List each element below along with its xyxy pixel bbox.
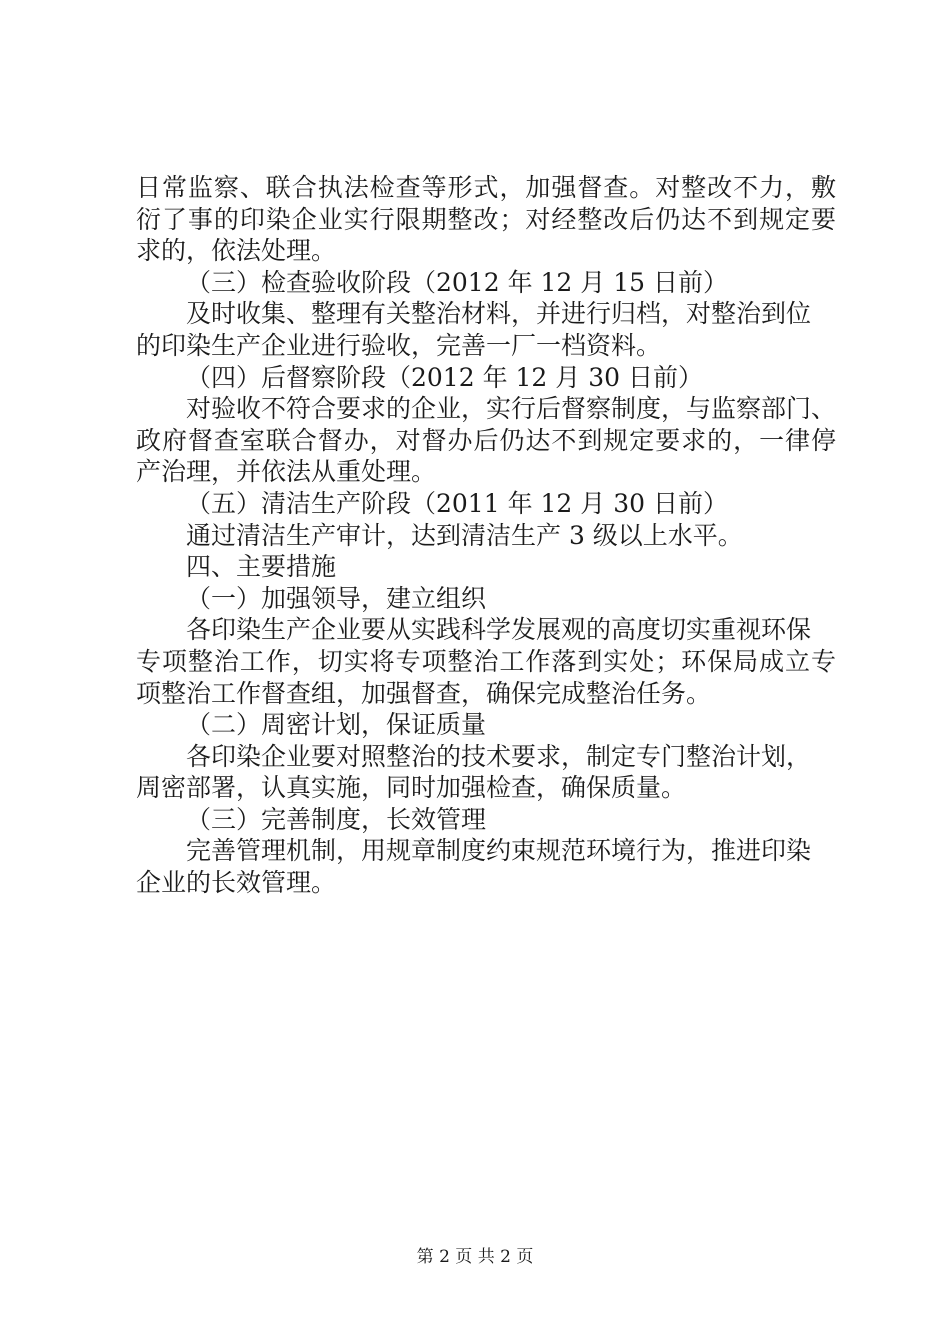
chapter-heading: 四、主要措施 xyxy=(186,552,337,582)
body-line: 求的，依法处理。 xyxy=(136,236,337,266)
body-line: 产治理，并依法从重处理。 xyxy=(136,457,437,487)
section-heading: （一）加强领导，建立组织 xyxy=(186,583,487,613)
body-line: 专项整治工作，切实将专项整治工作落到实处；环保局成立专 xyxy=(136,646,836,676)
body-line: 通过清洁生产审计，达到清洁生产 3 级以上水平。 xyxy=(186,520,743,550)
body-line: 衍了事的印染企业实行限期整改；对经整改后仍达不到规定要 xyxy=(136,204,836,234)
body-line: 企业的长效管理。 xyxy=(136,868,337,898)
body-line: 日常监察、联合执法检查等形式，加强督查。对整改不力，敷 xyxy=(136,173,836,202)
section-heading: （三）完善制度，长效管理 xyxy=(186,804,487,834)
body-line: 周密部署，认真实施，同时加强检查，确保质量。 xyxy=(136,773,687,803)
section-heading: （五）清洁生产阶段（2011 年 12 月 30 日前） xyxy=(186,488,728,518)
page-number: 第 2 页 共 2 页 xyxy=(416,1247,534,1267)
section-heading: （三）检查验收阶段（2012 年 12 月 15 日前） xyxy=(186,267,728,297)
body-line: 政府督查室联合督办，对督办后仍达不到规定要求的，一律停 xyxy=(136,425,836,455)
body-line: 及时收集、整理有关整治材料，并进行归档，对整治到位 xyxy=(186,299,812,329)
document-body xyxy=(136,172,836,899)
body-line: 项整治工作督查组，加强督查，确保完成整治任务。 xyxy=(136,678,712,708)
section-heading: （四）后督察阶段（2012 年 12 月 30 日前） xyxy=(186,362,703,392)
body-line: 完善管理机制，用规章制度约束规范环境行为，推进印染 xyxy=(186,836,812,866)
body-line: 各印染企业要对照整治的技术要求，制定专门整治计划， xyxy=(186,741,812,771)
section-heading: （二）周密计划，保证质量 xyxy=(186,710,487,740)
body-line: 对验收不符合要求的企业，实行后督察制度，与监察部门、 xyxy=(186,394,837,424)
body-line: 各印染生产企业要从实践科学发展观的高度切实重视环保 xyxy=(186,615,812,645)
page-footer xyxy=(0,1242,950,1267)
body-line: 的印染生产企业进行验收，完善一厂一档资料。 xyxy=(136,330,662,360)
